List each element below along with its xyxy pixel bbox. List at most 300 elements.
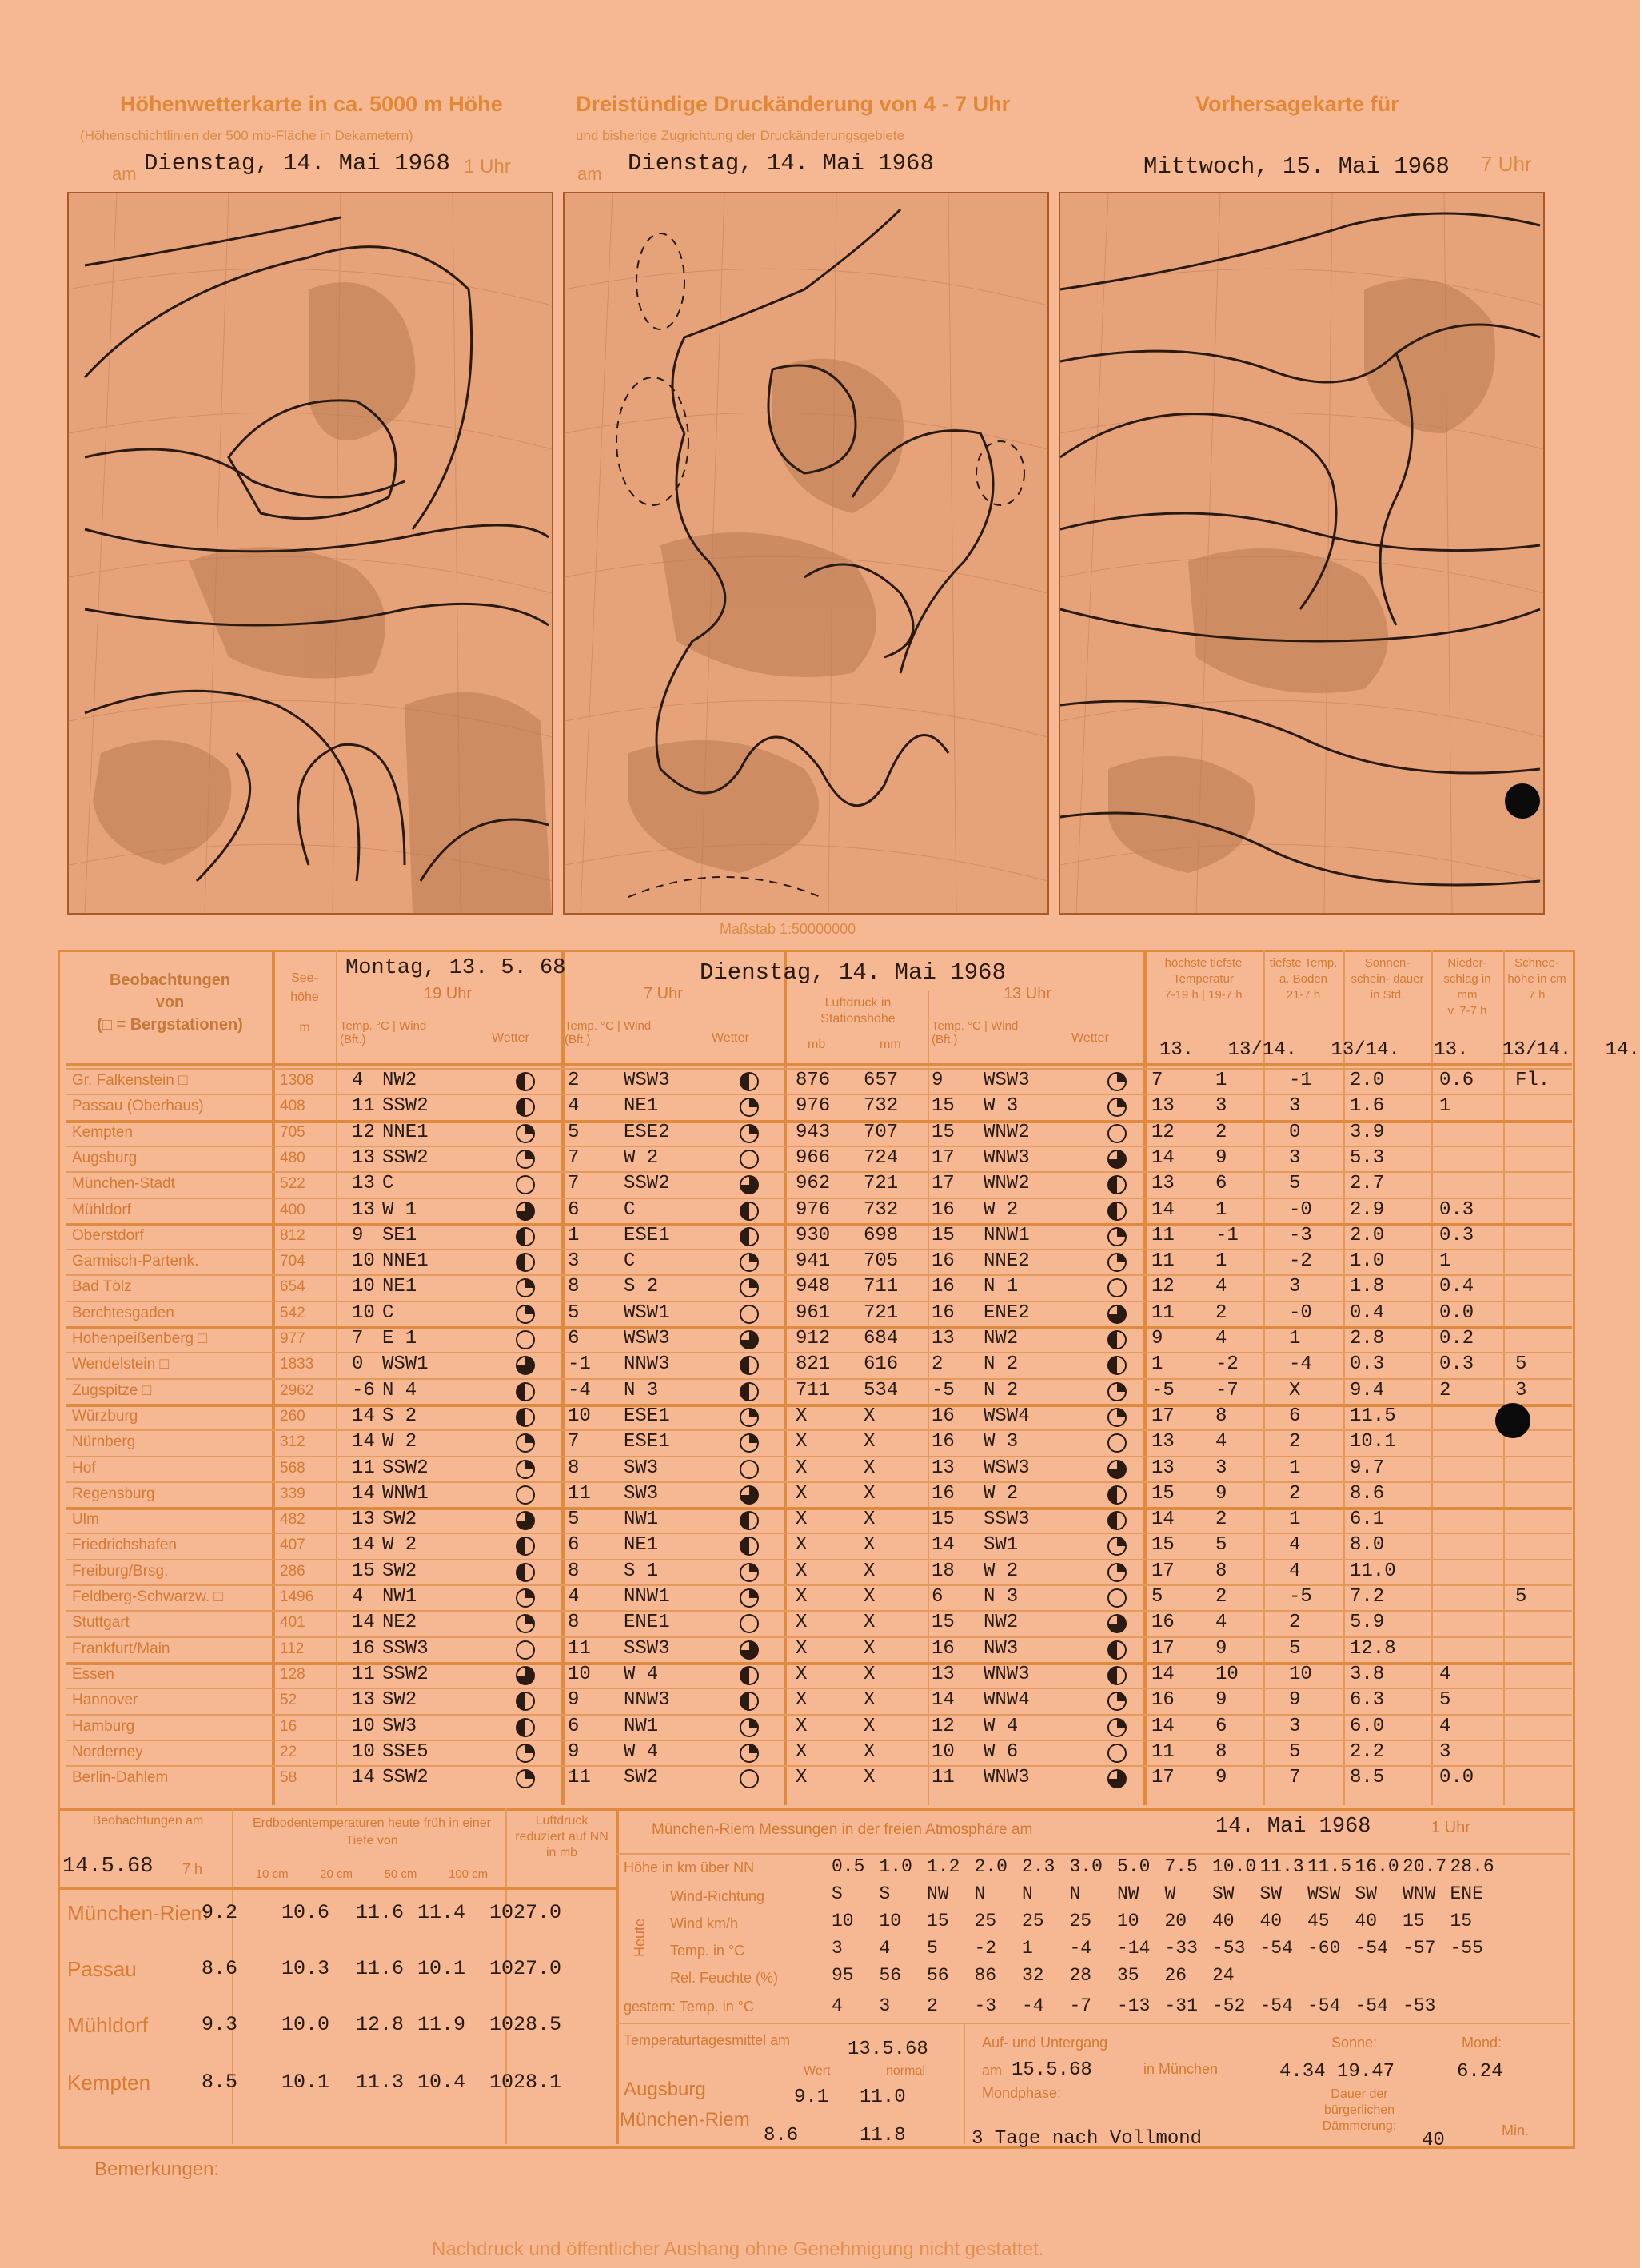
weather-symbol-icon — [740, 1692, 759, 1711]
soil-d20: 10.0 — [281, 2013, 330, 2036]
weather-symbol-icon — [516, 1124, 535, 1143]
station-w3: NW2 — [984, 1328, 1019, 1349]
sonne-header: Sonnen- schein- dauer in Std. — [1351, 956, 1424, 1002]
day1-time: 19 Uhr — [424, 985, 473, 1002]
station-w1: W 1 — [382, 1198, 417, 1221]
weather-symbol-icon — [1107, 1485, 1127, 1505]
station-name: Berchtesgaden — [72, 1304, 174, 1321]
day-marks — [1159, 1039, 1640, 1061]
atm-heights: 0.5 — [832, 1856, 865, 1877]
station-max: 17 — [1151, 1405, 1175, 1427]
station-max: -5 — [1151, 1379, 1175, 1401]
station-bod: 1 — [1289, 1509, 1301, 1531]
station-max: 13 — [1151, 1457, 1175, 1479]
soil-station-name: Passau — [67, 1957, 137, 1981]
station-t1: 4 — [352, 1586, 364, 1608]
soil-d50: 11.3 — [356, 2071, 405, 2094]
station-row — [0, 1171, 1599, 1197]
station-max: 13 — [1151, 1173, 1175, 1195]
station-mm: 657 — [864, 1070, 899, 1091]
station-t3: 14 — [932, 1689, 955, 1712]
wert-label: Wert — [804, 2064, 831, 2078]
weather-symbol-icon — [1107, 1356, 1127, 1375]
station-min: 9 — [1215, 1637, 1227, 1660]
station-son: 0.4 — [1350, 1301, 1385, 1324]
station-w1: SW2 — [382, 1560, 417, 1582]
station-w2: N 3 — [624, 1379, 659, 1401]
station-t1: 10 — [352, 1715, 375, 1737]
soil-d20: 10.3 — [281, 1957, 330, 1980]
weather-symbol-icon — [1107, 1175, 1127, 1194]
weather-symbol-icon — [1107, 1072, 1127, 1091]
atm-temp: -14 — [1117, 1938, 1151, 1959]
station-h: 522 — [280, 1175, 305, 1193]
station-t2: 3 — [568, 1250, 580, 1273]
station-son: 12.8 — [1350, 1637, 1396, 1660]
hoehe-label: Höhe in km über NN — [624, 1859, 755, 1875]
atm-heights: 16.0 — [1355, 1856, 1399, 1877]
station-w3: SSW3 — [984, 1509, 1030, 1531]
station-row — [0, 1481, 1599, 1507]
weather-symbol-icon — [1107, 1278, 1127, 1297]
atm-wind-speed: 40 — [1259, 1911, 1283, 1931]
station-nie: 0.3 — [1439, 1353, 1474, 1376]
station-h: 112 — [280, 1640, 305, 1657]
weather-symbol-icon — [740, 1382, 759, 1401]
station-max: 17 — [1151, 1560, 1175, 1582]
temp-h2: Temp. °C — [565, 1019, 614, 1033]
station-name: Hohenpeißenberg □ — [72, 1330, 207, 1347]
station-max: 16 — [1151, 1612, 1175, 1634]
weather-symbol-icon — [740, 1537, 759, 1556]
station-w3: NNW1 — [984, 1224, 1030, 1246]
station-w3: W 6 — [984, 1740, 1019, 1763]
soil-d100: 10.4 — [417, 2071, 466, 2094]
weather-symbol-icon — [1107, 1460, 1127, 1479]
atm-heights: 3.0 — [1069, 1856, 1103, 1877]
station-name: Hannover — [72, 1692, 138, 1709]
depth-10: 10 cm — [255, 1867, 289, 1881]
temp-range: 7-19 h | 19-7 h — [1164, 988, 1243, 1002]
station-t3: 18 — [932, 1560, 955, 1582]
weather-symbol-icon — [1107, 1305, 1127, 1324]
atm-wind-dir: N — [1022, 1883, 1033, 1904]
station-t2: 4 — [568, 1586, 580, 1608]
station-t2: 5 — [568, 1301, 580, 1324]
station-w3: WSW4 — [984, 1405, 1030, 1427]
atm-gestern: -13 — [1117, 1995, 1151, 2016]
station-name: Frankfurt/Main — [72, 1640, 170, 1657]
station-max: 17 — [1151, 1767, 1175, 1789]
weather-symbol-icon — [516, 1614, 535, 1633]
station-h: 1833 — [280, 1356, 314, 1373]
atm-heights: 1.0 — [879, 1856, 912, 1877]
station-son: 7.2 — [1350, 1586, 1385, 1608]
beob-label: Beobachtungen am — [92, 1814, 204, 1828]
map3-title: Vorhersagekarte für — [1195, 92, 1399, 116]
weather-symbol-icon — [740, 1563, 759, 1582]
station-bod: 3 — [1289, 1715, 1301, 1737]
dm-1: 13/14. — [1227, 1039, 1298, 1061]
atm-line — [616, 1853, 1570, 1855]
weather-symbol-icon — [740, 1460, 759, 1479]
aug-wert: 9.1 — [794, 2087, 829, 2108]
atm-heights: 11.3 — [1259, 1856, 1304, 1877]
luftdruck-header: Luftdruck in Stationshöhe — [820, 996, 896, 1026]
atm-temp: 1 — [1022, 1938, 1033, 1959]
soil-pressure: 1028.5 — [489, 2013, 562, 2036]
station-w1: W 2 — [382, 1534, 417, 1557]
erd-title: Erdbodentemperaturen heute früh in einer Tiefe von — [253, 1816, 491, 1847]
station-mb: 941 — [796, 1250, 831, 1273]
station-row — [0, 1636, 1599, 1662]
atm-temp: -54 — [1355, 1938, 1388, 1959]
station-t3: 15 — [932, 1224, 955, 1246]
weather-symbol-icon — [516, 1718, 535, 1737]
station-mb: X — [796, 1637, 808, 1660]
map1-date: Dienstag, 14. Mai 1968 — [144, 150, 450, 177]
station-w3: N 2 — [984, 1353, 1019, 1376]
station-w1: SSW2 — [382, 1457, 429, 1479]
station-mm: 534 — [864, 1379, 899, 1401]
muc-name: München-Riem — [620, 2109, 750, 2130]
station-bod: 3 — [1289, 1276, 1301, 1298]
station-t3: 2 — [932, 1353, 944, 1376]
normal-label: normal — [886, 2064, 925, 2078]
station-h: 705 — [280, 1123, 305, 1141]
atm-wind-dir: WSW — [1307, 1883, 1341, 1904]
weather-symbol-icon — [740, 1305, 759, 1324]
station-bod: 5 — [1289, 1740, 1301, 1763]
station-w2: C — [624, 1198, 636, 1221]
station-t3: 9 — [932, 1070, 944, 1091]
station-w3: WNW3 — [984, 1663, 1030, 1685]
station-h: 312 — [280, 1433, 305, 1451]
station-w3: WNW3 — [984, 1146, 1030, 1169]
atm-gestern: -31 — [1164, 1995, 1198, 2016]
station-h: 1496 — [280, 1588, 314, 1605]
weather-symbol-icon — [1107, 1666, 1127, 1685]
station-w3: WNW2 — [984, 1173, 1030, 1195]
station-max: 14 — [1151, 1198, 1175, 1221]
station-t3: 14 — [932, 1534, 955, 1557]
weather-symbol-icon — [1107, 1744, 1127, 1763]
station-son: 8.0 — [1350, 1534, 1385, 1557]
station-min: 4 — [1215, 1431, 1227, 1453]
soil-pressure: 1028.1 — [489, 2071, 562, 2094]
lower-header-line — [58, 1887, 616, 1890]
station-min: 5 — [1215, 1534, 1227, 1557]
upper-air-map-svg — [69, 193, 552, 913]
weather-symbol-icon — [516, 1202, 535, 1221]
station-mm: 707 — [864, 1121, 899, 1143]
atm-bottom-line — [616, 2023, 1570, 2024]
station-row — [0, 1688, 1599, 1713]
station-min: 6 — [1215, 1715, 1227, 1737]
station-max: 16 — [1151, 1689, 1175, 1712]
station-w1: SSW2 — [382, 1146, 429, 1169]
station-w1: WSW1 — [382, 1353, 429, 1376]
atm-heights: 5.0 — [1117, 1856, 1151, 1877]
station-name: Garmisch-Partenk. — [72, 1253, 199, 1270]
station-t2: 7 — [568, 1146, 580, 1169]
obs-header-seehoehe — [276, 969, 333, 1038]
weather-symbol-icon — [1107, 1202, 1127, 1221]
station-name: Passau (Oberhaus) — [72, 1098, 204, 1115]
weather-symbol-icon — [1107, 1150, 1127, 1169]
station-t2: 11 — [568, 1482, 591, 1505]
weather-symbol-icon — [1107, 1769, 1127, 1788]
station-t3: 17 — [932, 1146, 955, 1169]
station-t2: 8 — [568, 1457, 580, 1479]
station-name: Oberstdorf — [72, 1226, 144, 1244]
atm-gestern: -54 — [1259, 1995, 1293, 2016]
atm-wind-speed: 25 — [1022, 1911, 1044, 1931]
weather-symbol-icon — [1107, 1408, 1127, 1427]
station-w2: ESE1 — [624, 1224, 670, 1246]
weather-symbol-icon — [740, 1485, 759, 1505]
station-row — [0, 1274, 1599, 1300]
station-mb: 961 — [796, 1301, 831, 1324]
soil-d20: 10.1 — [281, 2071, 330, 2094]
station-min: 6 — [1215, 1173, 1227, 1195]
weather-symbol-icon — [516, 1511, 535, 1530]
station-mb: X — [796, 1509, 808, 1531]
aufunter-label: Auf- und Untergang — [982, 2035, 1108, 2051]
punch-hole — [1495, 1403, 1530, 1438]
station-mb: 711 — [796, 1379, 831, 1401]
station-t2: 5 — [568, 1509, 580, 1531]
atm-temp: -53 — [1212, 1938, 1246, 1959]
weather-symbol-icon — [516, 1692, 535, 1711]
station-mm: X — [864, 1534, 876, 1557]
weather-symbol-icon — [740, 1744, 759, 1763]
station-bod: 4 — [1289, 1560, 1301, 1582]
soil-d10: 8.5 — [202, 2071, 238, 2094]
station-mb: 948 — [796, 1276, 831, 1298]
station-bod: 2 — [1289, 1612, 1301, 1634]
weather-symbol-icon — [516, 1744, 535, 1763]
station-min: 9 — [1215, 1146, 1227, 1169]
station-t1: 14 — [352, 1767, 375, 1789]
wetter-h2: Wetter — [712, 1031, 749, 1045]
station-t3: 16 — [932, 1482, 955, 1505]
gestern-label: gestern: Temp. in °C — [624, 1999, 754, 2015]
station-w1: SSE5 — [382, 1740, 429, 1763]
map2-date: Dienstag, 14. Mai 1968 — [628, 150, 934, 177]
station-name: Freiburg/Brsg. — [72, 1562, 169, 1580]
day2-time-7: 7 Uhr — [644, 985, 683, 1002]
weather-symbol-icon — [740, 1278, 759, 1297]
weather-symbol-icon — [1107, 1098, 1127, 1117]
station-mm: 616 — [864, 1353, 899, 1376]
station-h: 482 — [280, 1511, 305, 1529]
station-w3: NW3 — [984, 1637, 1019, 1660]
station-h: 339 — [280, 1485, 305, 1502]
station-t1: 11 — [352, 1663, 375, 1685]
station-w2: WSW1 — [624, 1301, 670, 1324]
weather-symbol-icon — [516, 1072, 535, 1091]
station-mm: X — [864, 1482, 876, 1505]
station-bod: -0 — [1289, 1301, 1312, 1324]
atm-wind-dir: W — [1164, 1883, 1176, 1904]
station-t3: 11 — [932, 1767, 955, 1789]
obs-header-label — [72, 969, 268, 1036]
station-w3: N 3 — [984, 1586, 1019, 1608]
station-w1: SSW3 — [382, 1637, 429, 1660]
map2-title: Dreistündige Druckänderung von 4 - 7 Uhr — [576, 92, 1011, 116]
station-min: 9 — [1215, 1689, 1227, 1712]
station-bod: 10 — [1289, 1663, 1312, 1685]
station-w1: SW2 — [382, 1509, 417, 1531]
weather-symbol-icon — [516, 1305, 535, 1324]
station-t2: 8 — [568, 1612, 580, 1634]
atm-wind-dir: ENE — [1450, 1883, 1483, 1904]
station-t1: 14 — [352, 1534, 375, 1557]
station-mb: X — [796, 1431, 808, 1453]
station-mm: X — [864, 1767, 876, 1789]
station-max: 12 — [1151, 1276, 1175, 1298]
station-t3: 10 — [932, 1740, 955, 1763]
station-w1: W 2 — [382, 1431, 417, 1453]
station-name: Mühldorf — [72, 1201, 131, 1218]
station-max: 7 — [1151, 1070, 1163, 1091]
station-w1: NE2 — [382, 1612, 417, 1634]
station-name: München-Stadt — [72, 1175, 175, 1193]
station-t2: 9 — [568, 1689, 580, 1712]
station-w3: N 1 — [984, 1276, 1019, 1298]
station-max: 15 — [1151, 1482, 1175, 1505]
see-label: See- — [291, 971, 318, 985]
atm-temp: 5 — [927, 1938, 938, 1959]
atm-temp: -57 — [1403, 1938, 1436, 1959]
atm-wind-speed: 15 — [1450, 1911, 1473, 1931]
station-t2: 10 — [568, 1405, 591, 1427]
station-t1: 14 — [352, 1612, 375, 1634]
station-mb: 943 — [796, 1121, 831, 1143]
station-row — [0, 1765, 1599, 1791]
station-t1: 11 — [352, 1095, 375, 1118]
station-son: 2.0 — [1350, 1070, 1385, 1091]
station-min: 2 — [1215, 1301, 1227, 1324]
station-row — [0, 1533, 1599, 1558]
wind-dir-label: Wind-Richtung — [670, 1888, 765, 1904]
atm-gestern: -53 — [1403, 1995, 1436, 2016]
station-h: 568 — [280, 1459, 305, 1477]
station-min: 3 — [1215, 1457, 1227, 1479]
station-min: -2 — [1215, 1353, 1239, 1376]
station-son: 1.0 — [1350, 1250, 1385, 1273]
soil-station-name: Kempten — [67, 2071, 151, 2095]
station-h: 977 — [280, 1330, 305, 1347]
weather-symbol-icon — [740, 1666, 759, 1685]
station-bod: -1 — [1289, 1070, 1312, 1091]
temp-h1: Temp. °C — [340, 1019, 389, 1033]
station-row — [0, 1714, 1599, 1740]
station-max: 11 — [1151, 1301, 1175, 1324]
station-t1: 16 — [352, 1637, 375, 1660]
station-max: 11 — [1151, 1250, 1175, 1273]
station-w3: WNW4 — [984, 1689, 1030, 1712]
station-w2: NE1 — [624, 1095, 659, 1118]
station-sch: 5 — [1515, 1586, 1527, 1608]
station-h: 16 — [280, 1717, 297, 1735]
station-bod: 4 — [1289, 1534, 1301, 1557]
atm-feuchte: 28 — [1069, 1965, 1092, 1986]
beob-time: 7 h — [182, 1861, 203, 1877]
station-w3: W 4 — [984, 1715, 1019, 1737]
station-name: Kempten — [72, 1123, 134, 1141]
station-t3: 15 — [932, 1121, 955, 1143]
hoehe-label: höhe — [290, 991, 319, 1004]
station-bod: 5 — [1289, 1637, 1301, 1660]
weather-symbol-icon — [740, 1614, 759, 1633]
weather-symbol-icon — [516, 1433, 535, 1453]
weather-symbol-icon — [516, 1278, 535, 1297]
station-bod: X — [1289, 1379, 1301, 1401]
weather-symbol-icon — [740, 1356, 759, 1375]
station-h: 542 — [280, 1304, 305, 1321]
weather-symbol-icon — [740, 1150, 759, 1169]
weather-symbol-icon — [516, 1227, 535, 1246]
station-mm: 684 — [864, 1328, 899, 1349]
schnee-range: 7 h — [1528, 988, 1546, 1002]
station-bod: -3 — [1289, 1224, 1312, 1246]
station-max: 1 — [1151, 1353, 1163, 1376]
weather-symbol-icon — [516, 1150, 535, 1169]
station-name: Hamburg — [72, 1717, 135, 1735]
soil-d50: 12.8 — [356, 2013, 405, 2036]
atm-wind-dir: SW — [1259, 1883, 1283, 1904]
atm-wind-speed: 10 — [832, 1911, 854, 1931]
station-h: 400 — [280, 1201, 305, 1218]
station-row — [0, 1456, 1599, 1481]
station-h: 704 — [280, 1253, 305, 1270]
station-w2: NE1 — [624, 1534, 659, 1557]
station-nie: 1 — [1439, 1095, 1451, 1118]
atm-gestern: -52 — [1212, 1995, 1246, 2016]
map1-am: am — [112, 164, 137, 184]
station-t1: 13 — [352, 1146, 375, 1169]
station-w1: NNE1 — [382, 1250, 429, 1273]
station-min: -1 — [1215, 1224, 1239, 1246]
station-mm: X — [864, 1663, 876, 1685]
weather-symbol-icon — [740, 1408, 759, 1427]
station-t2: 11 — [568, 1637, 591, 1660]
station-row — [0, 1146, 1599, 1171]
soil-d100: 10.1 — [417, 1957, 466, 1980]
station-name: Wendelstein □ — [72, 1356, 169, 1373]
station-mb: X — [796, 1715, 808, 1737]
soil-d10: 9.3 — [202, 2013, 238, 2036]
station-t2: -1 — [568, 1353, 591, 1376]
station-min: 9 — [1215, 1482, 1227, 1505]
station-name: Nürnberg — [72, 1433, 136, 1451]
atm-gestern: -3 — [974, 1995, 997, 2016]
station-sch: 5 — [1515, 1353, 1527, 1376]
station-max: 14 — [1151, 1146, 1175, 1169]
atm-wind-dir: WNW — [1403, 1883, 1436, 1904]
mondphase-label: Mondphase: — [982, 2085, 1062, 2101]
station-max: 11 — [1151, 1224, 1175, 1246]
station-w3: W 3 — [984, 1095, 1019, 1118]
station-w1: NE1 — [382, 1276, 417, 1298]
station-name: Bad Tölz — [72, 1278, 132, 1296]
atm-wind-dir: S — [832, 1883, 843, 1904]
station-w1: SE1 — [382, 1224, 417, 1246]
atm-feuchte: 24 — [1212, 1965, 1235, 1986]
station-w2: SW3 — [624, 1482, 659, 1505]
